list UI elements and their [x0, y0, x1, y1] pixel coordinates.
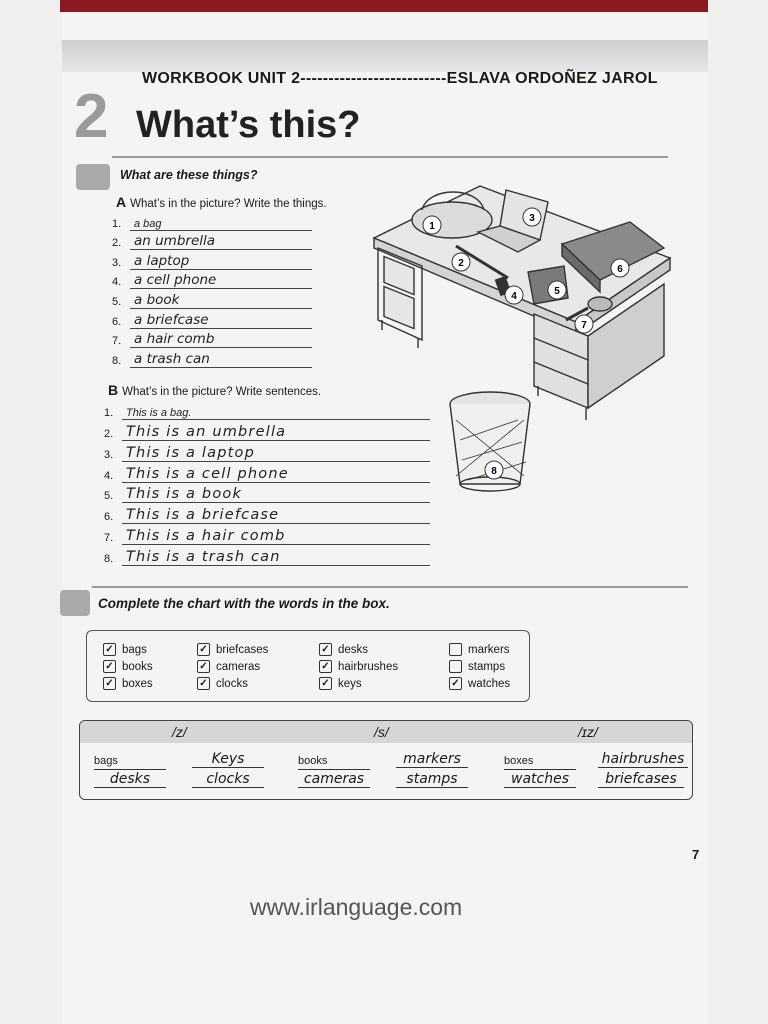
item-number: 5. [104, 490, 114, 503]
website-watermark: www.irlanguage.com [250, 894, 463, 920]
chart-cell[interactable]: bags [94, 753, 166, 770]
sentence-field[interactable]: This is a trash can [122, 549, 430, 566]
chart-cell[interactable]: watches [504, 771, 576, 788]
word-item [103, 641, 153, 658]
word-item [103, 658, 153, 675]
word-item [449, 675, 510, 692]
word-item [197, 641, 268, 658]
chart-cell[interactable]: books [298, 753, 370, 770]
part-a-instruction [116, 194, 327, 210]
checkbox[interactable]: ✓ [319, 677, 332, 690]
item-number: 3. [112, 256, 122, 269]
item-number: 4. [104, 469, 114, 482]
answer-field[interactable]: a bag [130, 218, 312, 231]
word-item [319, 641, 398, 658]
answer-field[interactable]: a briefcase [130, 312, 312, 329]
answer-field[interactable]: an umbrella [130, 233, 312, 250]
chart-cell[interactable]: briefcases [598, 771, 684, 788]
sound-chart [79, 720, 693, 800]
checkbox[interactable]: ✓ [103, 660, 116, 673]
picture-label: 1 [429, 221, 435, 232]
checkbox[interactable]: ✓ [449, 677, 462, 690]
checkbox[interactable] [449, 660, 462, 673]
list-item [104, 525, 430, 546]
word-column [319, 641, 398, 692]
word-item [103, 675, 153, 692]
picture-label: 7 [581, 320, 587, 331]
sentence-field[interactable]: This is an umbrella [122, 424, 430, 441]
chart-cell[interactable]: markers [396, 751, 468, 768]
word-column [197, 641, 268, 692]
checkbox[interactable]: ✓ [103, 677, 116, 690]
page-title: What’s this? [136, 104, 361, 146]
chart-cell[interactable]: hairbrushes [598, 751, 688, 768]
word-label: boxes [122, 677, 153, 690]
header-z: /z/ [172, 724, 187, 740]
list-item [112, 330, 312, 350]
word-item [319, 658, 398, 675]
chart-cell[interactable]: clocks [192, 771, 264, 788]
exercise-2-badge [60, 590, 90, 616]
item-number: 7. [104, 532, 114, 545]
word-label: desks [338, 643, 369, 656]
list-item [112, 310, 312, 330]
list-item [112, 271, 312, 291]
answer-field[interactable]: a laptop [130, 253, 312, 270]
item-number: 5. [112, 295, 122, 308]
list-item [112, 290, 312, 310]
list-item [104, 504, 430, 525]
checkbox[interactable]: ✓ [197, 643, 210, 656]
answer-field[interactable]: a book [130, 292, 312, 309]
item-number: 2. [112, 237, 122, 250]
part-a-answers [112, 212, 312, 369]
list-item [112, 212, 312, 232]
word-item [449, 641, 510, 658]
word-label: books [122, 660, 153, 673]
answer-field[interactable]: a hair comb [130, 331, 312, 348]
exercise-2-rule [92, 586, 688, 588]
answer-field[interactable]: a trash can [130, 351, 312, 368]
checkbox[interactable]: ✓ [319, 643, 332, 656]
picture-label: 2 [458, 258, 464, 269]
part-b-text: What’s in the picture? Write sentences. [122, 386, 322, 398]
picture-label: 3 [529, 213, 535, 224]
word-column [449, 641, 510, 692]
chart-cell[interactable]: boxes [504, 753, 576, 770]
word-label: stamps [468, 660, 506, 673]
list-item [112, 232, 312, 252]
picture-label: 6 [617, 264, 623, 275]
exercise-2-title: Complete the chart with the words in the box. [98, 596, 390, 611]
header-iz: /ɪz/ [578, 724, 598, 740]
unit-number: 2 [74, 82, 109, 151]
item-number: 1. [112, 217, 122, 230]
chart-cell[interactable]: cameras [298, 771, 370, 788]
item-number: 2. [104, 427, 114, 440]
item-number: 3. [104, 448, 114, 461]
item-number: 1. [104, 406, 114, 419]
checkbox[interactable]: ✓ [103, 643, 116, 656]
checkbox[interactable]: ✓ [197, 677, 210, 690]
checkbox[interactable] [449, 643, 462, 656]
part-a-letter: A [116, 194, 127, 210]
chart-header [80, 721, 692, 743]
page-number: 7 [692, 847, 700, 862]
word-label: watches [468, 677, 511, 690]
checkbox[interactable]: ✓ [197, 660, 210, 673]
item-number: 4. [112, 276, 122, 289]
item-number: 8. [104, 553, 114, 566]
top-border [60, 0, 708, 12]
chart-cell[interactable]: Keys [192, 751, 264, 768]
word-item [197, 658, 268, 675]
item-number: 6. [104, 511, 114, 524]
word-label: hairbrushes [338, 660, 399, 673]
sentence-field[interactable]: This is a bag. [122, 407, 430, 420]
word-column [103, 641, 153, 692]
chart-cell[interactable]: desks [94, 771, 166, 788]
student-header: WORKBOOK UNIT 2--------------------------ESLAVA ORDOÑEZ JAROL [142, 70, 658, 87]
word-label: bags [122, 643, 147, 656]
sentence-field[interactable]: This is a briefcase [122, 507, 430, 524]
word-box [86, 630, 530, 702]
word-label: keys [338, 677, 362, 690]
item-number: 6. [112, 315, 122, 328]
part-b-letter: B [108, 382, 119, 398]
sentence-field[interactable]: This is a cell phone [122, 466, 430, 483]
exercise-1-title: What are these things? [120, 168, 258, 182]
answer-field[interactable]: a cell phone [130, 272, 312, 289]
word-label: cameras [216, 660, 261, 673]
item-number: 7. [112, 335, 122, 348]
exercise-1-badge [76, 164, 110, 190]
word-item [197, 675, 268, 692]
word-item [319, 675, 398, 692]
sentence-field[interactable]: This is a book [122, 486, 430, 503]
desk-illustration [368, 180, 678, 500]
header-s: /s/ [374, 724, 389, 740]
list-item [112, 349, 312, 369]
chart-cell[interactable]: stamps [396, 771, 468, 788]
title-rule [112, 156, 668, 158]
sentence-field[interactable]: This is a hair comb [122, 528, 430, 545]
part-b-instruction [108, 382, 321, 398]
list-item [104, 546, 430, 567]
picture-label: 5 [554, 286, 560, 297]
sentence-field[interactable]: This is a laptop [122, 445, 430, 462]
header-band [62, 40, 708, 72]
picture-label: 4 [511, 291, 517, 302]
word-item [449, 658, 510, 675]
word-label: briefcases [216, 643, 269, 656]
item-number: 8. [112, 354, 122, 367]
word-label: clocks [216, 677, 248, 690]
word-label: markers [468, 643, 510, 656]
list-item [112, 251, 312, 271]
part-a-text: What’s in the picture? Write the things. [130, 198, 327, 210]
picture-label: 8 [491, 466, 497, 477]
checkbox[interactable]: ✓ [319, 660, 332, 673]
